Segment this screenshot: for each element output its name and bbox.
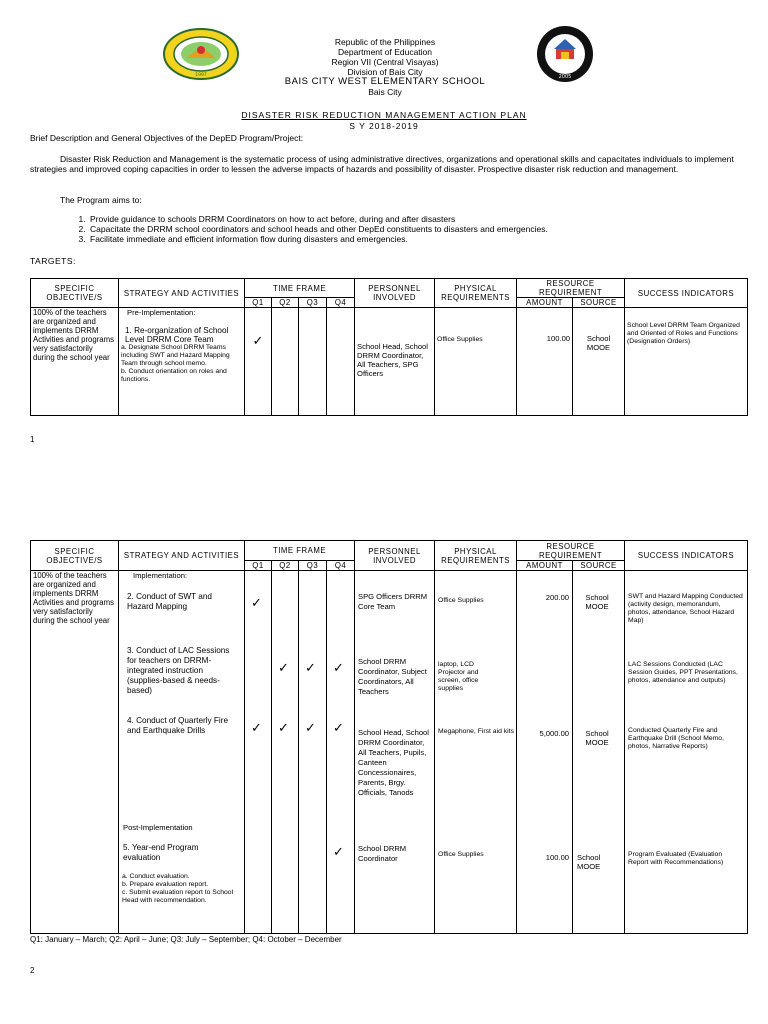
q1-cell xyxy=(245,308,272,416)
svg-text:2005: 2005 xyxy=(558,74,572,80)
check-icon: ✓ xyxy=(333,660,344,675)
q4-cell xyxy=(327,571,355,934)
check-icon: ✓ xyxy=(305,720,316,735)
q2-cell xyxy=(272,571,299,934)
header-city: Bais City xyxy=(368,87,402,97)
objective-cell: 100% of the teachers are organized and implements DRRM Activities and programs very satisfactorily during the school year xyxy=(31,571,119,934)
col-personnel: PERSONNEL INVOLVED xyxy=(355,279,435,308)
check-icon: ✓ xyxy=(333,720,344,735)
phase-label: Pre-Implementation: xyxy=(127,308,196,317)
source-text: School MOOE xyxy=(585,593,609,611)
activity-title: 4. Conduct of Quarterly Fire and Earthquake Drills xyxy=(127,716,229,735)
col-physical: PHYSICAL REQUIREMENTS xyxy=(435,279,517,308)
aim-item: 3. Facilitate immediate and efficient information flow during disasters and emergencies. xyxy=(88,234,750,244)
col-objective: SPECIFIC OBJECTIVE/S xyxy=(31,279,119,308)
check-icon: ✓ xyxy=(278,720,289,735)
quarter-footnote: Q1: January – March; Q2: April – June; Q3: July – September; Q4: October – December xyxy=(30,935,342,944)
header-line: Department of Education xyxy=(337,47,433,57)
col-success: SUCCESS INDICATORS xyxy=(625,541,748,571)
check-icon: ✓ xyxy=(278,660,289,675)
amount-text: 200.00 xyxy=(545,593,570,602)
personnel-text: School DRRM Coordinator, Subject Coordinators, All Teachers xyxy=(358,657,427,696)
amount-cell xyxy=(517,571,573,934)
success-text: Conducted Quarterly Fire and Earthquake Drill (School Memo, photos, Narrative Reports) xyxy=(628,727,724,750)
personnel-cell xyxy=(355,571,435,934)
school-name: BAIS CITY WEST ELEMENTARY SCHOOL xyxy=(284,76,486,87)
description: Disaster Risk Reduction and Management is the systematic process of using administrative directives, organizations and operational skills and capacitates individuals to implement strategies and improved coping capacities in order to lessen the adverse impacts of hazards and possibility of disaster. Prospective disaster risk reduction and management. xyxy=(30,154,734,174)
physical-cell: Office Supplies xyxy=(435,308,517,416)
physical-text: Megaphone, First aid kits xyxy=(438,728,514,735)
col-success: SUCCESS INDICATORS xyxy=(625,279,748,308)
personnel-text: School DRRM Coordinator xyxy=(358,844,407,863)
q3-cell xyxy=(299,308,327,416)
col-q2: Q2 xyxy=(272,561,299,571)
school-year: S Y 2018-2019 xyxy=(349,121,419,131)
q3-cell xyxy=(299,571,327,934)
success-text: SWT and Hazard Mapping Conducted (activity design, memorandum, photos, attendance, School Hazard Map) xyxy=(628,593,743,624)
objective-cell: 100% of the teachers are organized and implements DRRM Activities and programs very satisfactorily during the school year xyxy=(31,308,119,416)
col-time-frame: TIME FRAME xyxy=(245,279,355,298)
col-resource: RESOURCE REQUIREMENT xyxy=(517,541,625,561)
division-logo xyxy=(163,28,239,80)
phase-label: Post-Implementation xyxy=(123,823,193,832)
success-text: LAC Sessions Conducted (LAC Session Guides, PPT Presentations, photos, attendance and outputs) xyxy=(628,661,738,684)
col-time-frame: TIME FRAME xyxy=(245,541,355,561)
aim-item: 2. Capacitate the DRRM school coordinators and school heads and other DepEd constituents to disasters and emergencies. xyxy=(88,224,750,234)
amount-cell: 100.00 xyxy=(517,308,573,416)
col-resource: RESOURCE REQUIREMENT xyxy=(517,279,625,298)
col-amount: AMOUNT xyxy=(517,298,573,308)
school-logo xyxy=(536,25,594,83)
personnel-cell: School Head, School DRRM Coordinator, All Teachers, SPG Officers xyxy=(355,308,435,416)
check-icon: ✓ xyxy=(305,660,316,675)
success-cell: School Level DRRM Team Organized and Oriented of Roles and Functions (Designation Orders) xyxy=(625,308,748,416)
activity-title: 1. Re-organization of School Level DRRM Core Team xyxy=(125,326,229,344)
col-personnel: PERSONNEL INVOLVED xyxy=(355,541,435,571)
source-text: School MOOE xyxy=(577,853,601,871)
activity-title: 5. Year-end Program evaluation xyxy=(123,843,199,862)
page-number: 2 xyxy=(30,966,35,975)
col-q1: Q1 xyxy=(245,298,272,308)
strategy-cell xyxy=(119,571,245,934)
header-line: Division of Bais City xyxy=(347,67,423,77)
source-text: School MOOE xyxy=(585,729,609,747)
phase-label: Implementation: xyxy=(133,571,188,580)
targets-label: TARGETS: xyxy=(30,256,76,266)
success-cell xyxy=(625,571,748,934)
activity-steps: a. Designate School DRRM Teams including SWT and Hazard Mapping Team through school memo. b. Conduct orientation on roles and functions. xyxy=(121,344,230,383)
col-q3: Q3 xyxy=(299,561,327,571)
letterhead xyxy=(230,37,540,97)
physical-text: Office Supplies xyxy=(438,597,484,604)
brief-label: Brief Description and General Objectives of the DepED Program/Project: xyxy=(30,133,304,143)
personnel-text: SPG Officers DRRM Core Team xyxy=(358,592,428,611)
col-q1: Q1 xyxy=(245,561,272,571)
physical-cell xyxy=(435,571,517,934)
success-text: Program Evaluated (Evaluation Report with Recommendations) xyxy=(628,851,724,866)
source-cell xyxy=(573,571,625,934)
activity-steps: a. Conduct evaluation. b. Prepare evaluation report. c. Submit evaluation report to School Head with recommendation. xyxy=(122,873,234,904)
targets-table-2 xyxy=(30,540,748,934)
aim-item: 1. Provide guidance to schools DRRM Coordinators on how to act before, during and after disasters xyxy=(88,214,750,224)
col-q2: Q2 xyxy=(272,298,299,308)
activity-title: 3. Conduct of LAC Sessions for teachers on DRRM-integrated instruction (supplies-based & needs-based) xyxy=(127,646,230,695)
check-icon: ✓ xyxy=(252,333,264,348)
check-icon: ✓ xyxy=(251,595,262,610)
header-line: Region VII (Central Visayas) xyxy=(331,57,439,67)
check-icon: ✓ xyxy=(251,720,262,735)
q2-cell xyxy=(272,308,299,416)
header-line: Republic of the Philippines xyxy=(334,37,436,47)
col-objective: SPECIFIC OBJECTIVE/S xyxy=(31,541,119,571)
col-q4: Q4 xyxy=(327,561,355,571)
amount-text: 100.00 xyxy=(545,853,570,862)
col-strategy: STRATEGY AND ACTIVITIES xyxy=(119,279,245,308)
svg-text:1997: 1997 xyxy=(195,73,207,78)
col-amount: AMOUNT xyxy=(517,561,573,571)
q4-cell xyxy=(327,308,355,416)
col-strategy: STRATEGY AND ACTIVITIES xyxy=(119,541,245,571)
col-source: SOURCE xyxy=(573,561,625,571)
col-physical: PHYSICAL REQUIREMENTS xyxy=(435,541,517,571)
personnel-text: School Head, School DRRM Coordinator, All Teachers, Pupils, Canteen Concessionaires, Parents, Brgy. Officials, Tanods xyxy=(358,728,429,797)
col-q4: Q4 xyxy=(327,298,355,308)
col-source: SOURCE xyxy=(573,298,625,308)
strategy-cell xyxy=(119,308,245,416)
page-number: 1 xyxy=(30,435,35,444)
check-icon: ✓ xyxy=(333,844,344,859)
physical-text: Office Supplies xyxy=(438,851,484,858)
amount-text: 5,000.00 xyxy=(539,729,570,738)
activity-title: 2. Conduct of SWT and Hazard Mapping xyxy=(127,592,212,611)
document-title: DISASTER RISK REDUCTION MANAGEMENT ACTION PLAN xyxy=(241,110,527,120)
program-aims-label: The Program aims to: xyxy=(60,195,142,205)
source-cell: School MOOE xyxy=(573,308,625,416)
q1-cell xyxy=(245,571,272,934)
aims-list xyxy=(60,214,750,244)
physical-text: laptop, LCD Projector and screen, office supplies xyxy=(438,661,479,692)
targets-table-1 xyxy=(30,278,748,416)
col-q3: Q3 xyxy=(299,298,327,308)
